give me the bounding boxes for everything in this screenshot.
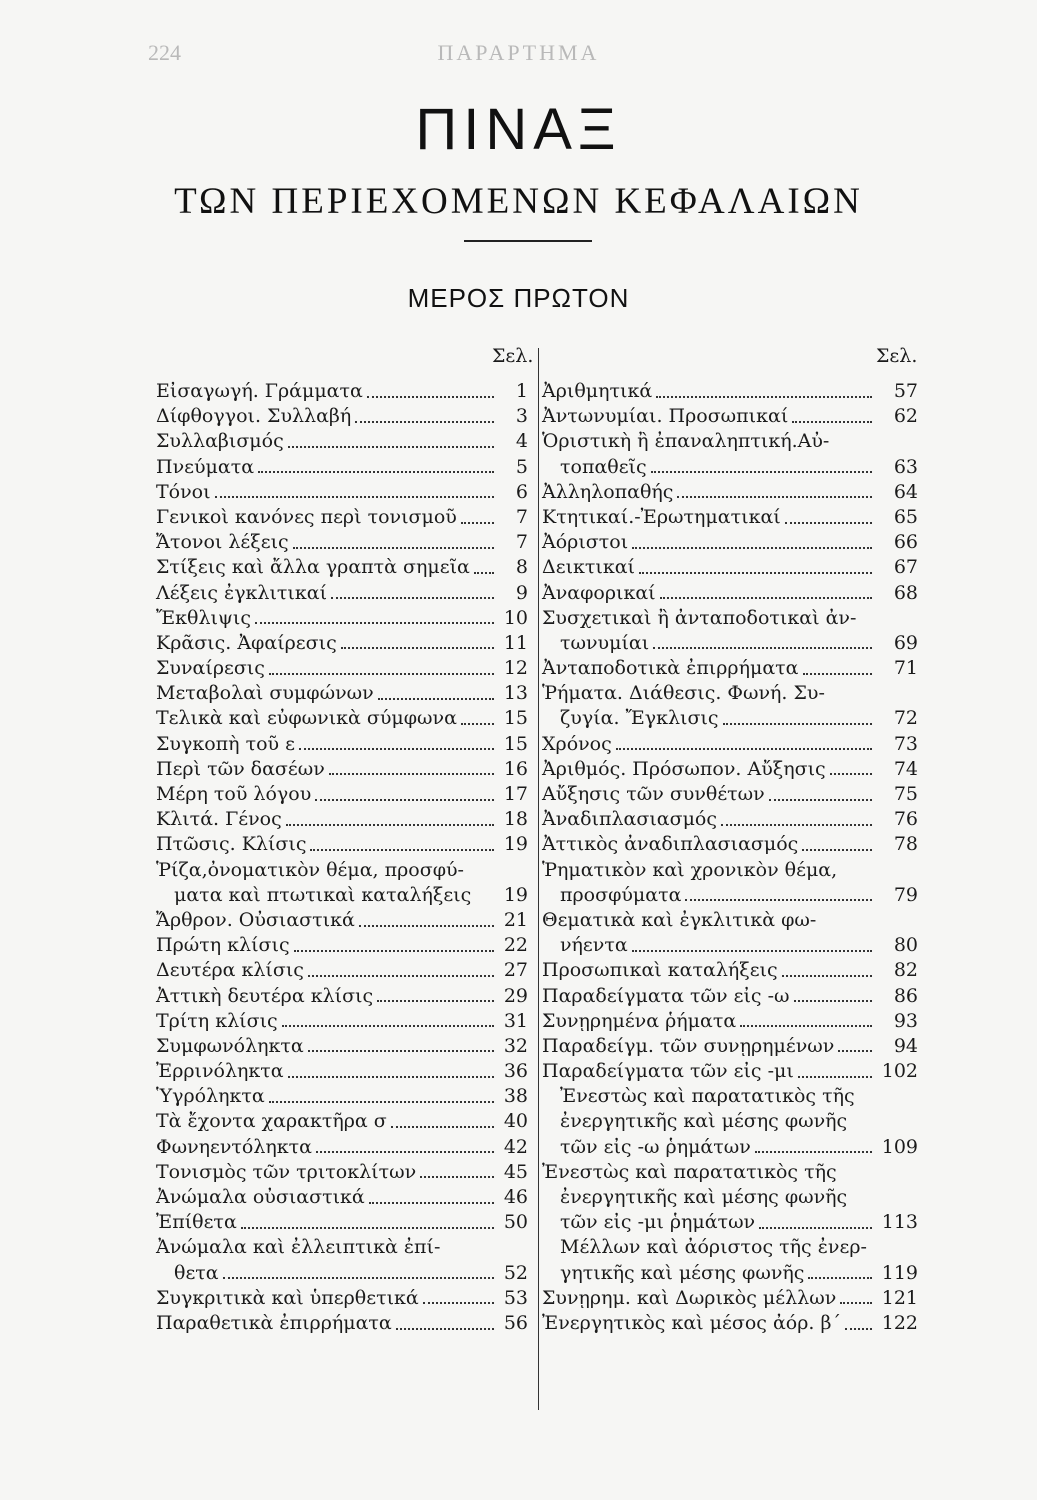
toc-entry — [156, 681, 528, 706]
toc-entry-title: Συσχετικαὶ ἢ ἀνταποδοτικαὶ ἀν- — [542, 606, 857, 629]
toc-entry-page: 46 — [503, 1186, 528, 1208]
toc-entry-title: Ὁριστικὴ ἢ ἐπαναληπτική.Αὐ- — [542, 430, 830, 453]
toc-entry-title: προσφύματα — [560, 883, 682, 906]
toc-entry-title: Τελικὰ καὶ εὐφωνικὰ σύμφωνα — [156, 707, 457, 730]
toc-entry-title: Συγκριτικὰ καὶ ὑπερθετικά — [156, 1286, 419, 1309]
toc-entry-title: Συγκοπὴ τοῦ ε — [156, 732, 295, 755]
toc-entry — [542, 1261, 918, 1286]
toc-entry-page: 21 — [503, 908, 528, 931]
toc-entry — [156, 1286, 528, 1311]
toc-entry-page: 80 — [893, 934, 918, 957]
toc-entry — [156, 908, 528, 933]
toc-entry-title: Ἐπίθετα — [156, 1211, 237, 1234]
running-head: ΠΑΡΑΡΤΗΜΑ — [437, 40, 600, 65]
toc-entry — [156, 807, 528, 832]
toc-entry-page: 72 — [893, 707, 918, 730]
dot-leader — [830, 773, 872, 775]
toc-entry-title: Ἐνεργητικὸς καὶ μέσος ἀόρ. β΄ — [542, 1311, 841, 1334]
toc-entry-title: Στίξεις καὶ ἄλλα γραπτὰ σημεῖα — [156, 556, 470, 579]
toc-entry — [542, 1059, 918, 1084]
toc-entry-page: 11 — [503, 631, 528, 654]
toc-entry-page: 19 — [503, 833, 528, 856]
toc-entry-page: 4 — [515, 430, 528, 453]
dot-leader — [315, 799, 494, 801]
toc-entry — [156, 858, 528, 883]
toc-entry — [156, 555, 528, 580]
dot-leader — [808, 1277, 872, 1279]
toc-entry-page: 32 — [503, 1034, 528, 1057]
dot-leader — [316, 1151, 494, 1153]
dot-leader — [639, 572, 872, 574]
toc-entry-title: Κλιτά. Γένος — [156, 808, 282, 831]
toc-entry-title: Παραδείγματα τῶν εἰς -ω — [542, 984, 790, 1007]
toc-entry-page: 40 — [503, 1110, 528, 1133]
toc-entry-title: Ῥηματικὸν καὶ χρονικὸν θέμα, — [542, 858, 838, 881]
dot-leader — [359, 925, 494, 927]
toc-entry-page: 57 — [893, 380, 918, 402]
toc-entry-title: Μέρη τοῦ λόγου — [156, 783, 312, 805]
dot-leader — [802, 849, 872, 851]
dot-leader — [329, 773, 494, 775]
toc-entry-page: 76 — [893, 808, 918, 831]
dot-leader — [241, 1227, 494, 1229]
toc-left-column — [156, 379, 528, 1336]
dot-leader — [838, 1050, 872, 1052]
dot-leader — [294, 950, 494, 952]
toc-entry — [542, 1109, 918, 1134]
toc-entry — [542, 1135, 918, 1160]
toc-entry-title: Μέλλων καὶ ἀόριστος τῆς ἐνερ- — [560, 1236, 867, 1259]
toc-entry-title: Κρᾶσις. Ἀφαίρεσις — [156, 631, 337, 654]
dot-leader — [782, 975, 872, 977]
toc-entry-page: 8 — [515, 556, 528, 579]
toc-entry — [156, 1261, 528, 1286]
toc-entry-title: τῶν εἰς -μι ῥημάτων — [560, 1211, 756, 1234]
toc-entry-title: Συλλαβισμός — [156, 430, 284, 453]
toc-entry — [156, 984, 528, 1009]
toc-entry — [156, 706, 528, 731]
toc-entry-title: Ἀνώμαλα καὶ ἐλλειπτικὰ ἐπί- — [156, 1236, 441, 1259]
dot-leader — [378, 698, 494, 700]
toc-entry-title: Χρόνος — [542, 732, 612, 755]
toc-entry — [542, 782, 918, 807]
page-subtitle: ΤΩΝ ΠΕΡΙΕΧΟΜΕΝΩΝ ΚΕΦΑΛΑΙΩΝ — [174, 181, 863, 222]
toc-entry-title: ζυγία. Ἔγκλισις — [560, 707, 719, 730]
toc-entry-title: νήεντα — [560, 934, 628, 957]
toc-entry — [156, 379, 528, 404]
dot-leader — [685, 899, 872, 901]
toc-entry-page: 6 — [515, 480, 528, 503]
toc-entry — [542, 631, 918, 656]
toc-entry-title: Συνῃρημένα ῥήματα — [542, 1009, 737, 1032]
toc-entry-title: Ἀναδιπλασιασμός — [542, 808, 717, 831]
toc-entry-page: 45 — [503, 1160, 528, 1183]
dot-leader — [341, 647, 494, 649]
toc-entry — [542, 933, 918, 958]
dot-leader — [293, 547, 494, 549]
toc-entry-page: 1 — [515, 380, 528, 402]
toc-entry-page: 36 — [503, 1060, 528, 1083]
toc-entry-page: 65 — [893, 505, 918, 528]
toc-entry-title: Παραθετικὰ ἐπιρρήματα — [156, 1311, 392, 1334]
dot-leader — [288, 446, 494, 448]
toc-entry — [542, 1235, 918, 1260]
toc-entry-page: 78 — [893, 833, 918, 856]
dot-leader — [840, 1302, 872, 1304]
toc-entry-page: 71 — [893, 657, 918, 680]
dot-leader — [391, 1126, 494, 1128]
dot-leader — [377, 1000, 494, 1002]
left-page-column-label: Σελ. — [492, 345, 534, 367]
toc-entry — [156, 1009, 528, 1034]
toc-entry-page: 16 — [503, 757, 528, 780]
dot-leader — [308, 1050, 494, 1052]
toc-entry-page: 121 — [881, 1286, 918, 1309]
toc-entry — [542, 606, 918, 631]
toc-entry — [156, 429, 528, 454]
toc-entry-page: 7 — [515, 531, 528, 554]
toc-entry — [542, 1185, 918, 1210]
toc-entry — [542, 984, 918, 1009]
toc-entry-page: 66 — [893, 531, 918, 554]
page-number: 224 — [148, 40, 181, 65]
toc-entry — [156, 883, 528, 908]
toc-entry — [542, 1009, 918, 1034]
title-rule — [464, 240, 592, 242]
toc-entry — [156, 1210, 528, 1235]
dot-leader — [759, 1227, 872, 1229]
dot-leader — [269, 673, 494, 675]
toc-entry-title: Τονισμὸς τῶν τριτοκλίτων — [156, 1160, 417, 1183]
dot-leader — [474, 572, 494, 574]
toc-entry — [156, 832, 528, 857]
dot-leader — [461, 522, 494, 524]
toc-entry-page: 86 — [893, 984, 918, 1007]
toc-entry-page: 7 — [515, 505, 528, 528]
toc-entry — [156, 1311, 528, 1336]
toc-entry — [542, 555, 918, 580]
toc-entry-title: Μεταβολαὶ συμφώνων — [156, 682, 374, 705]
toc-entry-page: 122 — [881, 1311, 918, 1334]
toc-entry — [542, 908, 918, 933]
dot-leader — [308, 975, 494, 977]
toc-entry-page: 75 — [893, 783, 918, 805]
toc-entry-title: γητικῆς καὶ μέσης φωνῆς — [560, 1261, 805, 1284]
toc-entry-title: Ἄτονοι λέξεις — [156, 531, 289, 554]
toc-entry-title: θετα — [174, 1261, 219, 1284]
toc-entry — [156, 1034, 528, 1059]
toc-entry-page: 64 — [893, 480, 918, 503]
toc-entry-title: Ὑγρόληκτα — [156, 1085, 265, 1108]
dot-leader — [723, 723, 872, 725]
toc-entry-title: Ἀριθμός. Πρόσωπον. Αὔξησις — [542, 757, 826, 780]
toc-entry — [542, 581, 918, 606]
dot-leader — [310, 849, 494, 851]
toc-entry-title: Ἔκθλιψις — [156, 606, 251, 629]
dot-leader — [845, 1328, 872, 1330]
toc-entry — [156, 1160, 528, 1185]
toc-entry-page: 93 — [893, 1009, 918, 1032]
toc-entry-title: Ἀναφορικαί — [542, 581, 656, 604]
toc-entry — [156, 505, 528, 530]
dot-leader — [258, 471, 494, 473]
toc-entry-page: 52 — [503, 1261, 528, 1284]
toc-entry — [542, 505, 918, 530]
toc-entry-title: Φωνηεντόληκτα — [156, 1135, 312, 1158]
dot-leader — [223, 1277, 494, 1279]
dot-leader — [299, 748, 494, 750]
toc-entry-title: Τρίτη κλίσις — [156, 1009, 278, 1032]
dot-leader — [288, 1076, 494, 1078]
toc-entry-page: 56 — [503, 1311, 528, 1334]
toc-entry-title: Ἀόριστοι — [542, 531, 629, 554]
toc-entry-page: 62 — [893, 405, 918, 428]
toc-entry-title: Παραδείγματα τῶν εἰς -μι — [542, 1060, 794, 1083]
toc-entry-title: Ἀττικὴ δευτέρα κλίσις — [156, 984, 374, 1007]
toc-entry — [542, 732, 918, 757]
toc-entry-page: 50 — [503, 1211, 528, 1234]
toc-entry-title: Γενικοὶ κανόνες περὶ τονισμοῦ — [156, 505, 457, 528]
dot-leader — [660, 597, 872, 599]
toc-entry-page: 27 — [503, 959, 528, 982]
dot-leader — [255, 622, 494, 624]
toc-entry-page: 73 — [893, 732, 918, 755]
toc-entry-title: Τὰ ἔχοντα χαρακτῆρα σ — [156, 1110, 387, 1133]
toc-entry — [542, 379, 918, 404]
toc-entry-title: Ἀνώμαλα οὐσιαστικά — [156, 1186, 365, 1208]
toc-entry-title: Συναίρεσις — [156, 657, 265, 680]
toc-entry-title: τοπαθεῖς — [560, 455, 647, 478]
dot-leader — [803, 673, 873, 675]
toc-entry-title: Δίφθογγοι. Συλλαβή — [156, 405, 352, 428]
dot-leader — [755, 1151, 872, 1153]
toc-entry-title: Ἀλληλοπαθής — [542, 480, 674, 503]
toc-entry-title: Ἀνταποδοτικὰ ἐπιρρήματα — [542, 657, 799, 680]
toc-entry — [542, 656, 918, 681]
toc-entry — [542, 1160, 918, 1185]
toc-entry-title: Ῥήματα. Διάθεσις. Φωνή. Συ- — [542, 682, 825, 705]
part-heading: ΜΕΡΟΣ ΠΡΩΤΟΝ — [407, 283, 630, 313]
dot-leader — [355, 421, 494, 423]
toc-entry-page: 74 — [893, 757, 918, 780]
toc-entry — [542, 1311, 918, 1336]
toc-entry — [156, 631, 528, 656]
toc-entry-title: Δεικτικαί — [542, 556, 636, 579]
toc-entry — [542, 681, 918, 706]
toc-entry-title: Εἰσαγωγή. Γράμματα — [156, 380, 363, 402]
toc-entry — [542, 1210, 918, 1235]
toc-entry-title: Τόνοι — [156, 480, 211, 503]
dot-leader — [785, 522, 872, 524]
toc-entry — [542, 832, 918, 857]
dot-leader — [792, 421, 872, 423]
toc-entry-title: Ῥίζα,ὀνοματικὸν θέμα, προσφύ- — [156, 858, 464, 881]
toc-entry-title: Περὶ τῶν δασέων — [156, 757, 325, 780]
dot-leader — [215, 496, 494, 498]
toc-entry — [542, 807, 918, 832]
toc-entry-title: Πτῶσις. Κλίσις — [156, 833, 307, 856]
toc-entry-title: τωνυμίαι — [560, 631, 650, 654]
toc-entry-page: 79 — [893, 883, 918, 906]
toc-entry — [542, 1286, 918, 1311]
toc-entry-title: Ἐνεστὼς καὶ παρατατικὸς τῆς — [560, 1085, 855, 1108]
toc-entry — [542, 530, 918, 555]
toc-entry-page: 42 — [503, 1135, 528, 1158]
toc-entry-page: 94 — [893, 1034, 918, 1057]
toc-entry-page: 29 — [503, 984, 528, 1007]
toc-entry-page: 63 — [893, 455, 918, 478]
toc-entry-page: 109 — [881, 1135, 918, 1158]
dot-leader — [794, 1000, 872, 1002]
dot-leader — [740, 1025, 872, 1027]
dot-leader — [798, 1076, 872, 1078]
toc-entry — [156, 656, 528, 681]
dot-leader — [282, 1025, 494, 1027]
toc-entry-title: Συμφωνόληκτα — [156, 1034, 304, 1057]
toc-entry-page: 102 — [881, 1060, 918, 1083]
toc-entry-page: 22 — [503, 934, 528, 957]
toc-entry-title: Πρώτη κλίσις — [156, 934, 290, 957]
dot-leader — [286, 824, 494, 826]
dot-leader — [677, 496, 872, 498]
dot-leader — [369, 1202, 494, 1204]
toc-entry-title: Ἀριθμητικά — [542, 380, 653, 402]
dot-leader — [651, 471, 872, 473]
toc-entry-title: Αὔξησις τῶν συνθέτων — [542, 783, 765, 805]
toc-entry — [156, 455, 528, 480]
column-divider — [538, 348, 539, 1410]
dot-leader — [656, 396, 872, 398]
toc-entry — [542, 883, 918, 908]
dot-leader — [331, 597, 494, 599]
toc-entry-title: Κτητικαί.-Ἐρωτηματικαί — [542, 505, 781, 528]
toc-entry-title: Προσωπικαὶ καταλήξεις — [542, 959, 778, 982]
toc-entry-page: 53 — [503, 1286, 528, 1309]
toc-entry — [542, 404, 918, 429]
toc-entry-title: Συνῃρημ. καὶ Δωρικὸς μέλλων — [542, 1286, 837, 1309]
dot-leader — [653, 647, 872, 649]
dot-leader — [396, 1328, 494, 1330]
toc-entry-title: Ἐνεστὼς καὶ παρατατικὸς τῆς — [542, 1160, 837, 1183]
toc-entry-title: Πνεύματα — [156, 455, 255, 478]
toc-entry — [156, 581, 528, 606]
toc-entry — [542, 1034, 918, 1059]
toc-entry-page: 38 — [503, 1085, 528, 1108]
toc-entry-page: 12 — [503, 657, 528, 680]
dot-leader — [367, 396, 494, 398]
toc-right-column — [542, 379, 918, 1336]
toc-entry-page: 17 — [503, 783, 528, 805]
page-title: ΠΙΝΑΞ — [415, 97, 622, 162]
toc-entry-page: 68 — [893, 581, 918, 604]
toc-entry — [156, 1059, 528, 1084]
toc-entry — [156, 606, 528, 631]
toc-entry — [156, 530, 528, 555]
toc-entry — [156, 757, 528, 782]
toc-entry-page: 3 — [515, 405, 528, 428]
dot-leader — [269, 1101, 494, 1103]
toc-entry-page: 15 — [503, 707, 528, 730]
toc-entry — [156, 732, 528, 757]
toc-entry — [156, 1084, 528, 1109]
dot-leader — [769, 799, 872, 801]
toc-entry — [156, 958, 528, 983]
dot-leader — [632, 950, 872, 952]
dot-leader — [616, 748, 872, 750]
toc-entry-title: Δευτέρα κλίσις — [156, 959, 304, 982]
toc-entry — [542, 958, 918, 983]
toc-entry-title: Ἀντωνυμίαι. Προσωπικαί — [542, 405, 789, 428]
toc-entry-title: Ἄρθρον. Οὐσιαστικά — [156, 908, 355, 931]
toc-entry-title: Λέξεις ἐγκλιτικαί — [156, 581, 328, 604]
toc-entry-page: 19 — [503, 883, 528, 906]
toc-entry-title: ἐνεργητικῆς καὶ μέσης φωνῆς — [560, 1110, 848, 1133]
toc-entry-page: 13 — [503, 682, 528, 705]
toc-entry — [156, 480, 528, 505]
right-page-column-label: Σελ. — [876, 345, 918, 367]
toc-entry — [156, 1185, 528, 1210]
dot-leader — [423, 1302, 494, 1304]
toc-entry-title: τῶν εἰς -ω ῥημάτων — [560, 1135, 751, 1158]
dot-leader — [420, 1176, 494, 1178]
toc-entry-title: ἐνεργητικῆς καὶ μέσης φωνῆς — [560, 1186, 848, 1208]
toc-entry — [156, 1235, 528, 1260]
dot-leader — [632, 547, 872, 549]
toc-entry — [542, 757, 918, 782]
toc-entry-page: 10 — [503, 606, 528, 629]
toc-entry — [156, 782, 528, 807]
toc-entry — [156, 404, 528, 429]
toc-entry-page: 119 — [881, 1261, 918, 1284]
toc-entry-title: ματα καὶ πτωτικαὶ καταλήξεις — [174, 883, 472, 906]
toc-entry — [542, 706, 918, 731]
dot-leader — [721, 824, 872, 826]
toc-entry — [156, 933, 528, 958]
toc-entry — [542, 858, 918, 883]
toc-entry-page: 113 — [881, 1211, 918, 1234]
toc-entry-title: Παραδείγμ. τῶν συνῃρημένων — [542, 1034, 835, 1057]
toc-entry-title: Θεματικὰ καὶ ἐγκλιτικὰ φω- — [542, 908, 817, 931]
toc-entry-page: 82 — [893, 959, 918, 982]
toc-entry-page: 67 — [893, 556, 918, 579]
toc-entry-title: Ἐρρινόληκτα — [156, 1060, 284, 1083]
toc-entry — [156, 1135, 528, 1160]
toc-entry — [542, 429, 918, 454]
toc-entry-page: 69 — [893, 631, 918, 654]
toc-entry — [542, 455, 918, 480]
toc-entry-page: 9 — [515, 581, 528, 604]
toc-entry — [542, 480, 918, 505]
toc-entry-page: 31 — [503, 1009, 528, 1032]
dot-leader — [461, 723, 494, 725]
toc-entry-title: Ἀττικὸς ἀναδιπλασιασμός — [542, 833, 799, 856]
toc-entry-page: 5 — [515, 455, 528, 478]
toc-entry-page: 18 — [503, 808, 528, 831]
toc-entry — [542, 1084, 918, 1109]
toc-entry — [156, 1109, 528, 1134]
toc-entry-page: 15 — [503, 732, 528, 755]
